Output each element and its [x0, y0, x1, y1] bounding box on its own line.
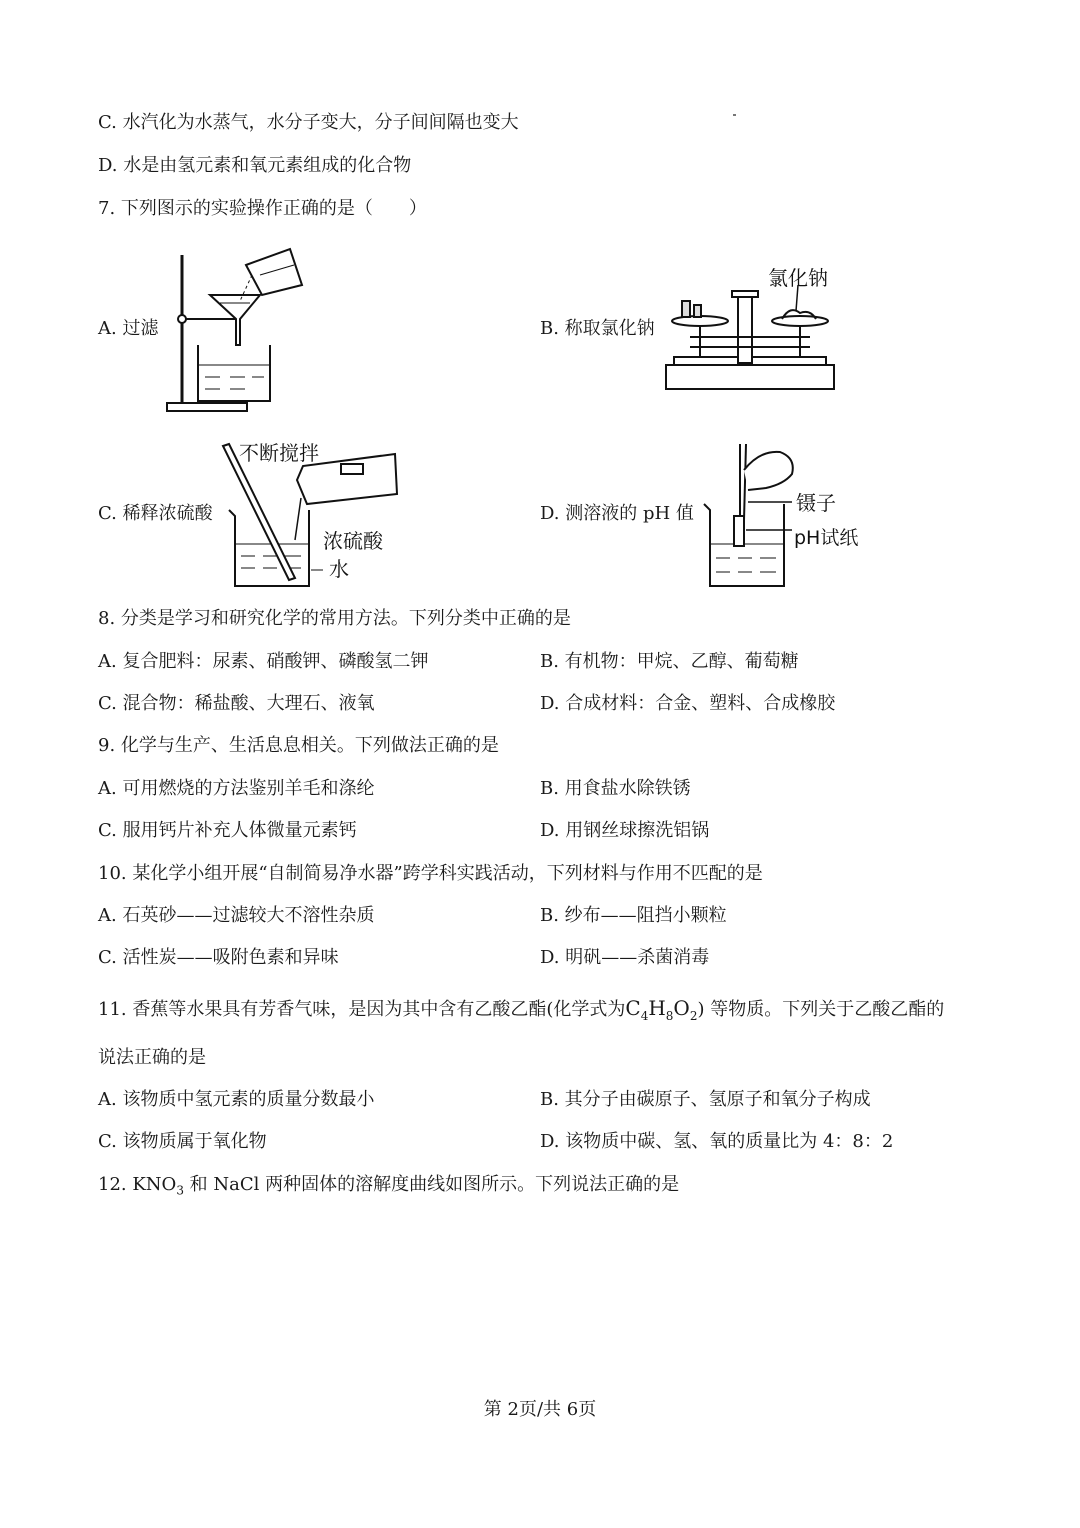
- fig-c-water-label: 水: [329, 557, 349, 581]
- q6-option-d: D. 水是由氢元素和氧元素组成的化合物: [98, 155, 412, 176]
- q10-option-d: D. 明矾——杀菌消毒: [540, 947, 710, 968]
- fig-b-label: 氯化钠: [768, 266, 828, 290]
- q8-option-b: B. 有机物：甲烷、乙醇、葡萄糖: [540, 651, 799, 672]
- q11-option-c: C. 该物质属于氧化物: [98, 1131, 267, 1152]
- dilution-figure: [215, 440, 400, 590]
- q7-option-c: C. 稀释浓硫酸: [98, 503, 213, 524]
- q8-stem: 8. 分类是学习和研究化学的常用方法。下列分类中正确的是: [98, 608, 571, 629]
- q7-option-a: A. 过滤: [98, 318, 159, 339]
- q9-option-a: A. 可用燃烧的方法鉴别羊毛和涤纶: [98, 778, 375, 799]
- fig-d-paper-label: pH试纸: [794, 527, 859, 549]
- q8-option-d: D. 合成材料：合金、塑料、合成橡胶: [540, 693, 836, 714]
- q7-option-d: D. 测溶液的 pH 值: [540, 503, 694, 524]
- q10-option-c: C. 活性炭——吸附色素和异味: [98, 947, 339, 968]
- ph-test-figure: [700, 440, 860, 590]
- ethyl-acetate-formula: $C_4H_8O_2$: [625, 996, 698, 1023]
- page-number: 第 2页/共 6页: [483, 1399, 597, 1420]
- q11-option-d: D. 该物质中碳、氢、氧的质量比为 4：8：2: [540, 1131, 894, 1152]
- q9-option-c: C. 服用钙片补充人体微量元素钙: [98, 820, 357, 841]
- q11-option-b: B. 其分子由碳原子、氢原子和氧分子构成: [540, 1089, 871, 1110]
- scan-speck: [733, 114, 736, 116]
- q12-stem: 12. $KNO_3$ 和 NaCl 两种固体的溶解度曲线如图所示。下列说法正确的是: [98, 1174, 680, 1198]
- filtration-figure: [160, 245, 310, 415]
- q10-stem: 10. 某化学小组开展“自制简易净水器”跨学科实践活动，下列材料与作用不匹配的是: [98, 863, 763, 884]
- q10-option-b: B. 纱布——阻挡小颗粒: [540, 905, 727, 926]
- q8-option-c: C. 混合物：稀盐酸、大理石、液氧: [98, 693, 375, 714]
- fig-c-acid-label: 浓硫酸: [323, 529, 383, 553]
- q10-option-a: A. 石英砂——过滤较大不溶性杂质: [98, 905, 375, 926]
- q6-option-c: C. 水汽化为水蒸气，水分子变大，分子间间隔也变大: [98, 112, 519, 133]
- fig-d-tweezers-label: 镊子: [796, 491, 836, 515]
- q8-option-a: A. 复合肥料：尿素、硝酸钾、磷酸氢二钾: [98, 651, 429, 672]
- q7-stem: 7. 下列图示的实验操作正确的是（ ）: [98, 198, 427, 219]
- q9-stem: 9. 化学与生产、生活息息相关。下列做法正确的是: [98, 735, 499, 756]
- q11-option-a: A. 该物质中氢元素的质量分数最小: [98, 1089, 375, 1110]
- q11-stem: [98, 996, 944, 1028]
- q11-stem-post: ) 等物质。下列关于乙酸乙酯的: [697, 999, 945, 1020]
- q11-stem-pre: 11. 香蕉等水果具有芳香气味，是因为其中含有乙酸乙酯(化学式为: [98, 999, 626, 1020]
- q9-option-d: D. 用钢丝球擦洗铝锅: [540, 820, 710, 841]
- q7-option-b: B. 称取氯化钠: [540, 318, 655, 339]
- q11-stem-line2: 说法正确的是: [98, 1047, 206, 1068]
- q9-option-b: B. 用食盐水除铁锈: [540, 778, 691, 799]
- balance-figure: [660, 265, 840, 395]
- fig-c-stir-label: 不断搅拌: [239, 441, 319, 465]
